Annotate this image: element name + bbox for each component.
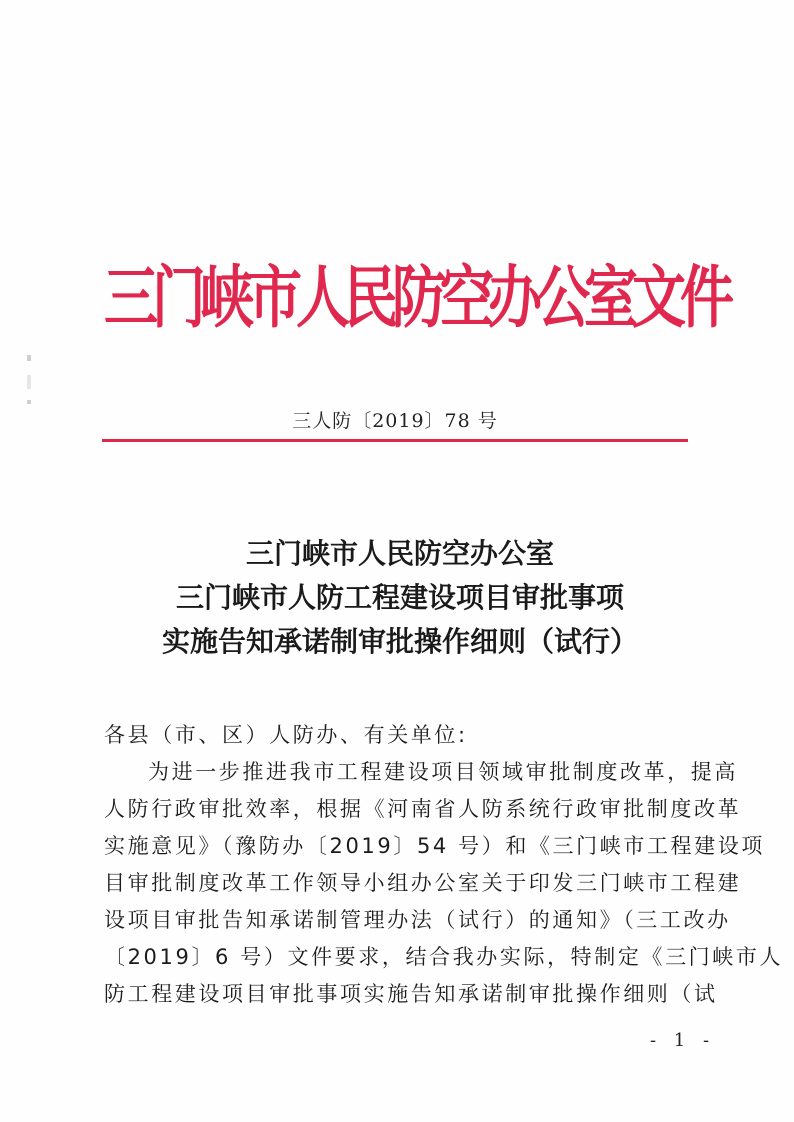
body-line: 实施意见》（豫防办〔2019〕54 号）和《三门峡市工程建设项 xyxy=(104,834,765,858)
body-line: 防工程建设项目审批事项实施告知承诺制审批操作细则（试 xyxy=(104,982,718,1006)
body-line: 人防行政审批效率，根据《河南省人防系统行政审批制度改革 xyxy=(104,797,742,821)
body-line: 〔2019〕6 号）文件要求，结合我办实际，特制定《三门峡市人 xyxy=(104,945,784,969)
title-line-subject: 三门峡市人防工程建设项目审批事项 xyxy=(175,581,624,614)
body-line: 设项目审批告知承诺制管理办法（试行）的通知》（三工改办 xyxy=(104,908,731,932)
scan-artifact xyxy=(27,355,31,361)
body-line: 为进一步推进我市工程建设项目领域审批制度改革，提高 xyxy=(148,760,738,784)
document-header-title: 三门峡市人民防空办公室文件 xyxy=(104,257,728,337)
scan-artifact xyxy=(27,375,31,389)
title-line-rules: 实施告知承诺制审批操作细则（试行） xyxy=(161,625,638,658)
salutation: 各县（市、区）人防办、有关单位: xyxy=(104,723,468,747)
document-number: 三人防〔2019〕78 号 xyxy=(292,410,498,432)
document-title xyxy=(130,532,670,664)
title-line-issuer: 三门峡市人民防空办公室 xyxy=(245,537,554,570)
body-line: 目审批制度改革工作领导小组办公室关于印发三门峡市工程建 xyxy=(104,871,742,895)
scan-artifact xyxy=(27,400,31,404)
red-divider-line xyxy=(102,439,688,442)
document-body xyxy=(104,717,784,1013)
page-number: - 1 - xyxy=(650,1030,716,1051)
